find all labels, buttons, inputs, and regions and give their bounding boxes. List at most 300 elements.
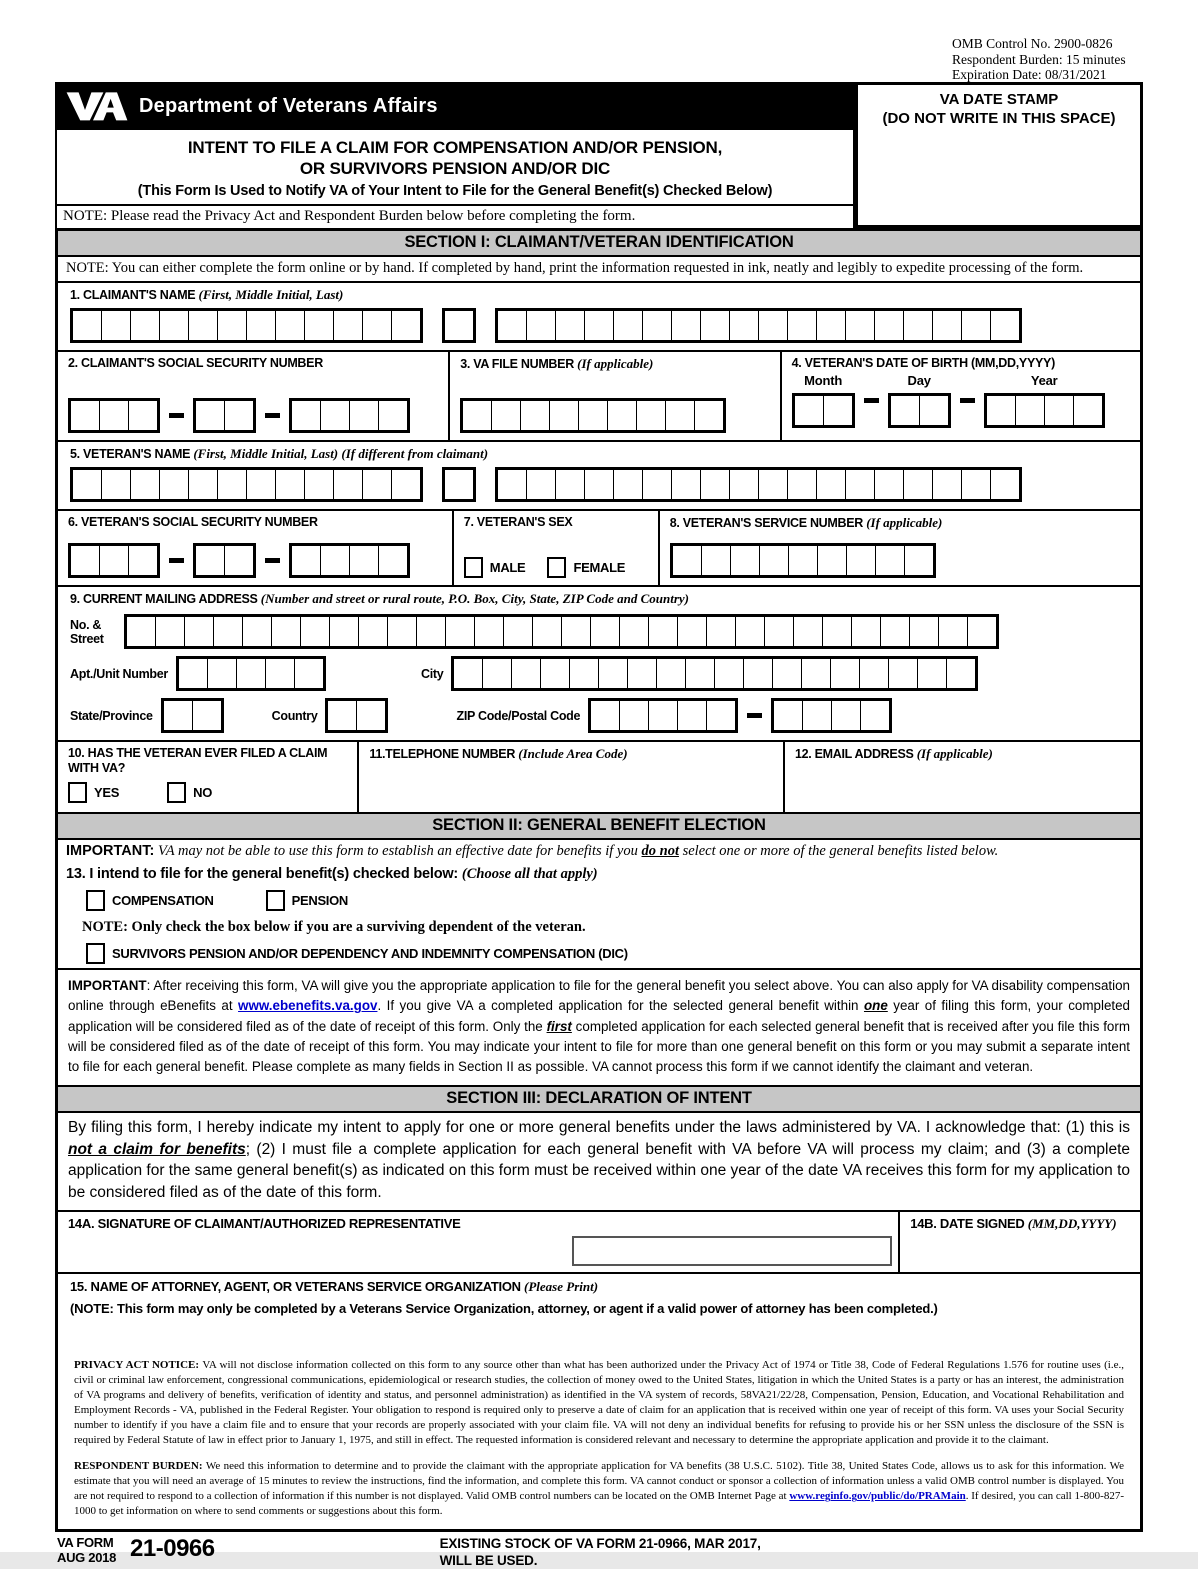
char-box[interactable] <box>349 545 379 576</box>
char-box[interactable] <box>444 469 474 500</box>
char-box[interactable] <box>358 616 388 647</box>
char-box[interactable] <box>961 469 991 500</box>
claimant-name-label: 1. CLAIMANT'S NAME <box>70 288 196 302</box>
hyperlink[interactable]: www.ebenefits.va.gov <box>238 998 378 1014</box>
char-box[interactable] <box>491 400 521 431</box>
veteran-sex-label: 7. VETERAN'S SEX <box>463 515 573 529</box>
char-box[interactable] <box>378 400 408 431</box>
veteran-name-label: 5. VETERAN'S NAME <box>70 447 191 461</box>
char-box[interactable] <box>851 616 881 647</box>
city-label: City <box>420 666 444 681</box>
veteran-dob-label: 4. VETERAN'S DATE OF BIRTH (MM,DD,YYYY) <box>791 356 1055 370</box>
char-box[interactable] <box>291 400 321 431</box>
char-box[interactable] <box>224 400 254 431</box>
expiration-date: Expiration Date: 08/31/2021 <box>952 67 1107 82</box>
char-box[interactable] <box>387 616 417 647</box>
char-box[interactable] <box>706 700 736 731</box>
char-box[interactable] <box>294 658 324 689</box>
char-box[interactable] <box>497 310 527 341</box>
char-box[interactable] <box>99 400 129 431</box>
street-label-line2: Street <box>70 631 104 646</box>
char-box[interactable] <box>890 395 920 426</box>
char-box[interactable] <box>275 469 305 500</box>
char-box[interactable] <box>128 545 158 576</box>
dash <box>960 398 975 403</box>
row-vet-ssn-sex-service <box>58 511 1140 587</box>
char-box[interactable] <box>613 310 643 341</box>
char-box[interactable] <box>416 616 446 647</box>
char-box[interactable] <box>735 616 765 647</box>
char-box[interactable] <box>130 469 160 500</box>
signature-label: 14A. SIGNATURE OF CLAIMANT/AUTHORIZED REPRESENTATIVE <box>68 1216 461 1232</box>
char-box[interactable] <box>701 545 731 576</box>
respondent-burden: Respondent Burden: 15 minutes <box>952 51 1126 67</box>
claimant-ssn-group3 <box>289 398 410 433</box>
char-box[interactable] <box>590 700 620 731</box>
dash <box>265 413 280 418</box>
char-box[interactable] <box>195 545 225 576</box>
char-box[interactable] <box>816 469 846 500</box>
char-box[interactable] <box>990 310 1020 341</box>
pension-label: PENSION <box>291 893 349 908</box>
char-box[interactable] <box>772 658 802 689</box>
char-box[interactable] <box>555 310 585 341</box>
char-box[interactable] <box>787 310 817 341</box>
char-box[interactable] <box>584 469 614 500</box>
telephone-hint: (Include Area Code) <box>518 746 628 761</box>
char-box[interactable] <box>875 545 905 576</box>
char-box[interactable] <box>764 616 794 647</box>
char-box[interactable] <box>967 616 997 647</box>
char-box[interactable] <box>320 400 350 431</box>
char-box[interactable] <box>72 469 102 500</box>
char-box[interactable] <box>656 658 686 689</box>
char-box[interactable] <box>356 700 386 731</box>
dob-day-boxes <box>888 393 951 428</box>
char-box[interactable] <box>874 469 904 500</box>
char-box[interactable] <box>304 469 334 500</box>
country-label: Country <box>271 708 318 723</box>
char-box[interactable] <box>320 545 350 576</box>
char-box[interactable] <box>648 700 678 731</box>
field-filed-claim <box>58 742 357 812</box>
claimant-first-name-boxes <box>70 308 423 343</box>
char-box[interactable] <box>830 658 860 689</box>
street-label-line1: No. & <box>70 617 102 632</box>
char-box[interactable] <box>730 545 760 576</box>
form-title-line1: INTENT TO FILE A CLAIM FOR COMPENSATION AND/OR PENSION, <box>187 138 723 157</box>
agency-banner <box>57 82 853 130</box>
char-box[interactable] <box>70 545 100 576</box>
signature-input-box[interactable] <box>572 1236 892 1266</box>
dob-year-boxes <box>984 393 1105 428</box>
claimant-ssn-label: 2. CLAIMANT'S SOCIAL SECURITY NUMBER <box>68 356 323 370</box>
veteran-service-number-label: 8. VETERAN'S SERVICE NUMBER <box>669 516 864 530</box>
char-box[interactable] <box>188 469 218 500</box>
email-input-area[interactable] <box>795 785 1130 805</box>
char-box[interactable] <box>444 310 474 341</box>
char-box[interactable] <box>549 400 579 431</box>
char-box[interactable] <box>99 545 129 576</box>
field-signature <box>58 1212 898 1272</box>
agency-name: Department of Veterans Affairs <box>139 94 438 117</box>
char-box[interactable] <box>584 310 614 341</box>
char-box[interactable] <box>329 616 359 647</box>
date-signed-hint: (MM,DD,YYYY) <box>1027 1216 1117 1232</box>
char-box[interactable] <box>1044 395 1074 426</box>
char-box[interactable] <box>497 469 527 500</box>
char-box[interactable] <box>665 400 695 431</box>
char-box[interactable] <box>207 658 237 689</box>
char-box[interactable] <box>578 400 608 431</box>
field-date-signed <box>898 1212 1140 1272</box>
form-title-line2: OR SURVIVORS PENSION AND/OR DIC <box>299 159 611 178</box>
char-box[interactable] <box>72 310 102 341</box>
char-box[interactable] <box>961 310 991 341</box>
attorney-input-area[interactable] <box>70 1316 1128 1338</box>
char-box[interactable] <box>672 545 702 576</box>
va-file-number-hint: (If applicable) <box>577 356 654 371</box>
city-boxes <box>451 656 978 691</box>
year-label: Year <box>1030 373 1058 388</box>
char-box[interactable] <box>482 658 512 689</box>
char-box[interactable] <box>242 616 272 647</box>
char-box[interactable] <box>349 400 379 431</box>
state-province-boxes <box>161 698 224 733</box>
no-checkbox[interactable] <box>167 782 186 803</box>
va-date-stamp-box <box>855 82 1143 228</box>
char-box[interactable] <box>130 310 160 341</box>
day-label: Day <box>907 373 931 388</box>
char-box[interactable] <box>526 310 556 341</box>
char-box[interactable] <box>569 658 599 689</box>
char-box[interactable] <box>860 700 890 731</box>
dash <box>864 398 879 403</box>
char-box[interactable] <box>453 658 483 689</box>
char-box[interactable] <box>1073 395 1103 426</box>
char-box[interactable] <box>391 310 421 341</box>
section2-note: NOTE: Only check the box below if you are a surviving dependent of the veteran. <box>82 919 586 935</box>
email-label: 12. EMAIL ADDRESS <box>794 747 914 761</box>
yes-checkbox[interactable] <box>68 782 87 803</box>
char-box[interactable] <box>706 616 736 647</box>
char-box[interactable] <box>904 545 934 576</box>
char-box[interactable] <box>917 658 947 689</box>
char-box[interactable] <box>822 616 852 647</box>
form-body <box>55 228 1143 1532</box>
compensation-checkbox[interactable] <box>86 890 105 911</box>
char-box[interactable] <box>903 310 933 341</box>
char-box[interactable] <box>184 616 214 647</box>
char-box[interactable] <box>195 400 225 431</box>
date-signed-input-area[interactable] <box>910 1247 1130 1265</box>
attorney-name-label: 15. NAME OF ATTORNEY, AGENT, OR VETERANS SERVICE ORGANIZATION <box>70 1279 525 1295</box>
char-box[interactable] <box>648 616 678 647</box>
veteran-name-hint: (First, Middle Initial, Last) (If different from claimant) <box>193 446 489 461</box>
char-box[interactable] <box>619 616 649 647</box>
char-box[interactable] <box>823 395 853 426</box>
char-box[interactable] <box>613 469 643 500</box>
pension-checkbox[interactable] <box>266 890 285 911</box>
char-box[interactable] <box>304 310 334 341</box>
omb-control-number: OMB Control No. 2900-0826 <box>952 36 1113 51</box>
veteran-ssn-group1 <box>68 543 160 578</box>
dob-month-boxes <box>792 393 855 428</box>
dash <box>747 713 762 718</box>
char-box[interactable] <box>986 395 1016 426</box>
char-box[interactable] <box>743 658 773 689</box>
field-email <box>783 742 1140 812</box>
char-box[interactable] <box>265 658 295 689</box>
char-box[interactable] <box>677 616 707 647</box>
char-box[interactable] <box>671 469 701 500</box>
female-label: FEMALE <box>573 560 626 575</box>
char-box[interactable] <box>831 700 861 731</box>
char-box[interactable] <box>700 469 730 500</box>
char-box[interactable] <box>845 469 875 500</box>
char-box[interactable] <box>511 658 541 689</box>
char-box[interactable] <box>159 469 189 500</box>
char-box[interactable] <box>793 616 823 647</box>
mailing-address-hint: (Number and street or rural route, P.O. Box, City, State, ZIP Code and Country) <box>260 591 689 606</box>
zip-code-boxes2 <box>771 698 892 733</box>
field-telephone <box>357 742 783 812</box>
char-box[interactable] <box>909 616 939 647</box>
dash <box>169 413 184 418</box>
char-box[interactable] <box>333 469 363 500</box>
char-box[interactable] <box>224 545 254 576</box>
char-box[interactable] <box>598 658 628 689</box>
char-box[interactable] <box>126 616 156 647</box>
char-box[interactable] <box>859 658 889 689</box>
section2-important-line: IMPORTANT: VA may not be able to use this form to establish an effective date for benefits if you do not select one or more of the general benefits listed below. <box>66 843 999 859</box>
row-ssn-file-dob <box>58 352 1140 442</box>
form-subtitle: (This Form Is Used to Notify VA of Your Intent to File for the General Benefit(s) Checked Below) <box>137 183 773 199</box>
survivors-checkbox-row <box>58 938 1140 968</box>
char-box[interactable] <box>903 469 933 500</box>
veteran-ssn-group3 <box>289 543 410 578</box>
street-boxes <box>124 614 999 649</box>
char-box[interactable] <box>846 545 876 576</box>
zip-code-boxes1 <box>588 698 738 733</box>
telephone-label: 11.TELEPHONE NUMBER <box>369 747 516 761</box>
char-box[interactable] <box>192 700 222 731</box>
char-box[interactable] <box>677 700 707 731</box>
char-box[interactable] <box>217 469 247 500</box>
field-veteran-sex <box>452 511 658 585</box>
claimant-last-name-boxes <box>495 308 1022 343</box>
char-box[interactable] <box>801 658 831 689</box>
char-box[interactable] <box>246 310 276 341</box>
zip-code-label: ZIP Code/Postal Code <box>456 708 581 723</box>
telephone-input-area[interactable] <box>369 785 773 805</box>
stock-note-line2: WILL BE USED. <box>439 1553 538 1569</box>
claimant-name-hint: (First, Middle Initial, Last) <box>198 287 344 302</box>
va-logo-icon <box>65 88 129 124</box>
char-box[interactable] <box>946 658 976 689</box>
form-footer <box>55 1532 1143 1569</box>
char-box[interactable] <box>1015 395 1045 426</box>
email-hint: (If applicable) <box>916 746 993 761</box>
attorney-name-hint: (Please Print) <box>524 1279 599 1295</box>
date-signed-label: 14B. DATE SIGNED <box>910 1216 1028 1232</box>
month-label: Month <box>804 373 843 388</box>
date-stamp-line1: VA DATE STAMP <box>939 91 1059 108</box>
char-box[interactable] <box>300 616 330 647</box>
char-box[interactable] <box>694 400 724 431</box>
char-box[interactable] <box>188 310 218 341</box>
char-box[interactable] <box>627 658 657 689</box>
char-box[interactable] <box>817 545 847 576</box>
char-box[interactable] <box>128 400 158 431</box>
char-box[interactable] <box>990 469 1020 500</box>
char-box[interactable] <box>362 469 392 500</box>
veteran-first-name-boxes <box>70 467 423 502</box>
char-box[interactable] <box>816 310 846 341</box>
char-box[interactable] <box>888 658 918 689</box>
char-box[interactable] <box>163 700 193 731</box>
row-filed-phone-email <box>58 742 1140 814</box>
char-box[interactable] <box>526 469 556 500</box>
char-box[interactable] <box>555 469 585 500</box>
char-box[interactable] <box>462 400 492 431</box>
va-form-date: AUG 2018 <box>57 1550 117 1566</box>
char-box[interactable] <box>700 310 730 341</box>
veteran-middle-initial-box <box>442 467 476 502</box>
char-box[interactable] <box>845 310 875 341</box>
char-box[interactable] <box>503 616 533 647</box>
char-box[interactable] <box>275 310 305 341</box>
char-box[interactable] <box>213 616 243 647</box>
char-box[interactable] <box>874 310 904 341</box>
dash <box>265 558 280 563</box>
field-claimant-name <box>58 283 1140 352</box>
char-box[interactable] <box>532 616 562 647</box>
char-box[interactable] <box>590 616 620 647</box>
char-box[interactable] <box>642 469 672 500</box>
legal-notices <box>58 1344 1140 1529</box>
veteran-last-name-boxes <box>495 467 1022 502</box>
char-box[interactable] <box>636 400 666 431</box>
veteran-ssn-label: 6. VETERAN'S SOCIAL SECURITY NUMBER <box>68 515 318 529</box>
yes-label: YES <box>94 785 120 800</box>
char-box[interactable] <box>788 545 818 576</box>
char-box[interactable] <box>391 469 421 500</box>
char-box[interactable] <box>101 310 131 341</box>
mailing-address-label: 9. CURRENT MAILING ADDRESS <box>70 592 258 606</box>
char-box[interactable] <box>246 469 276 500</box>
field-claimant-ssn <box>58 352 448 440</box>
va-file-number-label: 3. VA FILE NUMBER <box>460 357 574 371</box>
field-veteran-dob <box>780 352 1140 440</box>
char-box[interactable] <box>729 469 759 500</box>
apt-unit-boxes <box>176 656 326 691</box>
char-box[interactable] <box>378 545 408 576</box>
dash <box>169 558 184 563</box>
char-box[interactable] <box>880 616 910 647</box>
veteran-ssn-group2 <box>193 543 256 578</box>
char-box[interactable] <box>758 310 788 341</box>
char-box[interactable] <box>919 395 949 426</box>
section3-header: SECTION III: DECLARATION OF INTENT <box>58 1087 1140 1113</box>
char-box[interactable] <box>714 658 744 689</box>
char-box[interactable] <box>759 545 789 576</box>
char-box[interactable] <box>671 310 701 341</box>
char-box[interactable] <box>236 658 266 689</box>
char-box[interactable] <box>642 310 672 341</box>
char-box[interactable] <box>802 700 832 731</box>
field-attorney-name <box>58 1274 1140 1344</box>
char-box[interactable] <box>932 469 962 500</box>
female-checkbox[interactable] <box>547 557 566 578</box>
char-box[interactable] <box>474 616 504 647</box>
field-veteran-ssn <box>58 511 452 585</box>
char-box[interactable] <box>938 616 968 647</box>
char-box[interactable] <box>773 700 803 731</box>
date-stamp-line2: (DO NOT WRITE IN THIS SPACE) <box>882 110 1116 127</box>
char-box[interactable] <box>932 310 962 341</box>
char-box[interactable] <box>787 469 817 500</box>
form-header <box>55 82 1143 228</box>
stock-note-line1: EXISTING STOCK OF VA FORM 21-0966, MAR 2017, <box>439 1536 761 1552</box>
question13-label: 13. I intend to file for the general benefit(s) checked below: (Choose all that apply) <box>66 866 598 882</box>
char-box[interactable] <box>794 395 824 426</box>
char-box[interactable] <box>520 400 550 431</box>
benefit-checkboxes <box>58 885 1140 915</box>
char-box[interactable] <box>561 616 591 647</box>
header-note: NOTE: Please read the Privacy Act and Respondent Burden below before completing the form. <box>57 204 853 228</box>
char-box[interactable] <box>291 545 321 576</box>
char-box[interactable] <box>362 310 392 341</box>
respondent-burden-notice: RESPONDENT BURDEN: We need this information to determine and to provide the claimant with the appropriate application for VA benefits (38 U.S.C. 5102). Title 38, United States Code, allows us to ask for this information. We estimate that you will need an average of 15 minutes to review the instructions, find the information, and complete this form. VA cannot conduct or sponsor a collection of information unless a valid OMB control number is displayed. You are not required to respond to a collection of information if this number is not displayed. Valid OMB control numbers can be located on the OMB Internet Page at www.reginfo.gov/public/do/PRAMain. If desired, you can call 1-800-827-1000 to get information on where to send comments or suggestions about this form. <box>74 1460 1124 1518</box>
field-veteran-name <box>58 442 1140 511</box>
claimant-ssn-group2 <box>193 398 256 433</box>
char-box[interactable] <box>217 310 247 341</box>
char-box[interactable] <box>607 400 637 431</box>
survivors-dic-label: SURVIVORS PENSION AND/OR DEPENDENCY AND INDEMNITY COMPENSATION (DIC) <box>112 946 628 961</box>
char-box[interactable] <box>445 616 475 647</box>
declaration-paragraph: By filing this form, I hereby indicate my intent to apply for one or more general benefits under the laws administered by VA. I acknowledge that: (1) this is not a claim for benefits; (2) I must file a complete application for each general benefit with VA before VA will process my claim; and (3) a complete application for the same general benefit(s) as indicated on this form must be received within one year of the date VA receives this form for my application to be considered filed as of the date of this form. <box>58 1113 1140 1212</box>
section1-note: NOTE: You can either complete the form online or by hand. If completed by hand, print the information requested in ink, neatly and legibly to expedite processing of the form. <box>58 257 1140 283</box>
compensation-label: COMPENSATION <box>112 893 214 908</box>
char-box[interactable] <box>729 310 759 341</box>
char-box[interactable] <box>178 658 208 689</box>
claimant-middle-initial-box <box>442 308 476 343</box>
hyperlink[interactable]: www.reginfo.gov/public/do/PRAMain <box>789 1490 966 1503</box>
form-number: 21-0966 <box>130 1535 215 1563</box>
omb-control-block <box>952 36 1126 83</box>
char-box[interactable] <box>540 658 570 689</box>
char-box[interactable] <box>327 700 357 731</box>
male-checkbox[interactable] <box>464 557 483 578</box>
char-box[interactable] <box>101 469 131 500</box>
claimant-ssn-group1 <box>68 398 160 433</box>
char-box[interactable] <box>70 400 100 431</box>
survivors-dic-checkbox[interactable] <box>86 943 105 964</box>
field-veteran-service-number <box>658 511 1140 585</box>
char-box[interactable] <box>271 616 301 647</box>
country-boxes <box>325 698 388 733</box>
char-box[interactable] <box>758 469 788 500</box>
male-label: MALE <box>489 560 526 575</box>
char-box[interactable] <box>333 310 363 341</box>
char-box[interactable] <box>685 658 715 689</box>
no-label: NO <box>193 785 213 800</box>
char-box[interactable] <box>159 310 189 341</box>
char-box[interactable] <box>155 616 185 647</box>
char-box[interactable] <box>619 700 649 731</box>
section2-important-paragraph: IMPORTANT: After receiving this form, VA will give you the appropriate application to file for the general benefit you select above. You can also apply for VA disability compensation online through eBenefits at www.ebenefits.va.gov. If you give VA a completed application for the selected general benefit within one year of filing this form, your completed application will be considered filed as of the date of receipt of this form. Only the first completed application for each selected general benefit that is received after you file this form will be considered filed as of the date of receipt of this form. You may indicate your intent to file for more than one general benefit on this form or you may submit a separate intent to file for each general benefit. Please complete as many fields in Section II as possible. VA cannot process this form if we cannot identify the claimant and veteran. <box>58 968 1140 1087</box>
